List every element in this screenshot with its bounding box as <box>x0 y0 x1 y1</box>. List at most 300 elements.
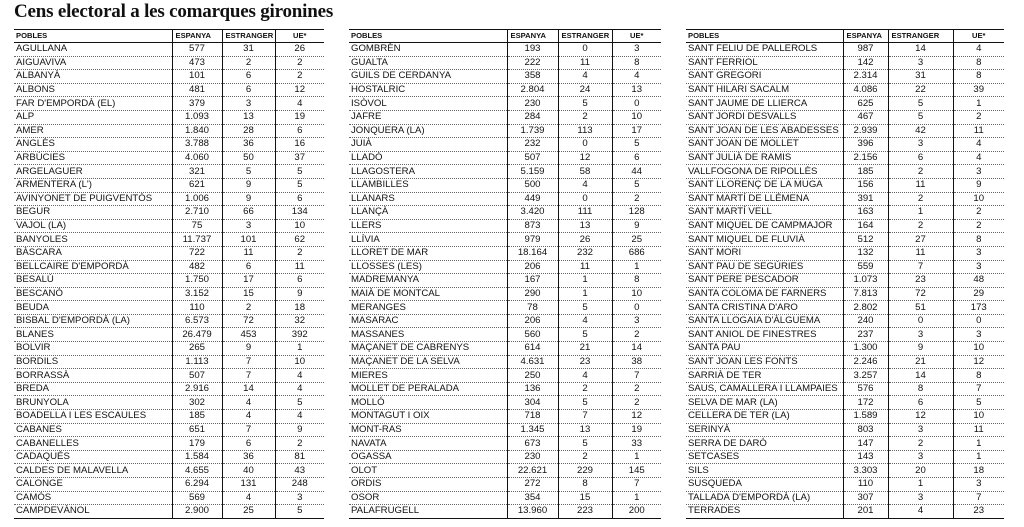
cell-estranger: 9 <box>888 342 953 356</box>
header-pobles: POBLES <box>349 30 507 43</box>
cell-poble: SANT PAU DE SEGÚRIES <box>686 260 843 274</box>
cell-poble: MADREMANYA <box>349 274 507 288</box>
cell-estranger: 3 <box>888 450 953 464</box>
cell-ue: 19 <box>275 110 324 124</box>
cell-ue: 3 <box>275 491 324 505</box>
cell-ue: 8 <box>953 369 1004 383</box>
cell-estranger: 1 <box>888 478 953 492</box>
cell-ue: 43 <box>275 464 324 478</box>
cell-ue: 18 <box>275 301 324 315</box>
cell-ue: 3 <box>953 328 1004 342</box>
cell-ue: 16 <box>275 138 324 152</box>
header-estranger: ESTRANGER <box>558 30 612 43</box>
table-row <box>349 478 661 492</box>
cell-espanya: 304 <box>507 396 558 410</box>
cell-espanya: 651 <box>172 423 222 437</box>
cell-espanya: 302 <box>172 396 222 410</box>
table-row <box>349 178 661 192</box>
cell-estranger: 13 <box>222 110 275 124</box>
cell-poble: BLANES <box>14 328 172 342</box>
cell-estranger: 0 <box>558 138 612 152</box>
cell-poble: CABANES <box>14 423 172 437</box>
cell-poble: BEUDA <box>14 301 172 315</box>
header-espanya: ESPANYA <box>843 30 888 43</box>
cell-poble: BÀSCARA <box>14 246 172 260</box>
cell-estranger: 8 <box>558 478 612 492</box>
cell-poble: SANT JOAN DE LES ABADESSES <box>686 124 843 138</box>
header-pobles: POBLES <box>14 30 172 43</box>
cell-espanya: 449 <box>507 192 558 206</box>
cell-poble: MOLLET DE PERALADA <box>349 382 507 396</box>
cell-estranger: 3 <box>888 328 953 342</box>
cell-estranger: 23 <box>558 355 612 369</box>
cell-ue: 200 <box>612 505 661 519</box>
cell-estranger: 14 <box>222 382 275 396</box>
cell-espanya: 7.813 <box>843 287 888 301</box>
cell-estranger: 2 <box>558 382 612 396</box>
cell-espanya: 507 <box>172 369 222 383</box>
cell-estranger: 42 <box>888 124 953 138</box>
cell-estranger: 3 <box>888 491 953 505</box>
cell-poble: SANT JORDI DESVALLS <box>686 110 843 124</box>
cell-espanya: 101 <box>172 70 222 84</box>
table-row <box>349 355 661 369</box>
cell-espanya: 2.710 <box>172 206 222 220</box>
table-panel-3 <box>686 29 1004 519</box>
table-row <box>349 110 661 124</box>
cell-poble: SAUS, CAMALLERA I LLAMPAIES <box>686 382 843 396</box>
table-row <box>349 192 661 206</box>
cell-espanya: 1.750 <box>172 274 222 288</box>
cell-poble: OLOT <box>349 464 507 478</box>
cell-estranger: 2 <box>888 165 953 179</box>
cell-ue: 1 <box>612 491 661 505</box>
cell-ue: 2 <box>275 246 324 260</box>
table-row <box>14 219 324 233</box>
cell-poble: LLANÇÀ <box>349 206 507 220</box>
cell-estranger: 40 <box>222 464 275 478</box>
table-row <box>686 246 1004 260</box>
table-row <box>349 56 661 70</box>
cell-espanya: 2.804 <box>507 83 558 97</box>
cell-espanya: 358 <box>507 70 558 84</box>
cell-estranger: 101 <box>222 233 275 247</box>
table-row <box>349 83 661 97</box>
cell-estranger: 6 <box>888 151 953 165</box>
cell-ue: 23 <box>953 505 1004 519</box>
cell-espanya: 873 <box>507 219 558 233</box>
cell-estranger: 5 <box>558 396 612 410</box>
table-row <box>14 505 324 519</box>
table-row <box>14 437 324 451</box>
cell-poble: MASSANES <box>349 328 507 342</box>
table-row <box>686 83 1004 97</box>
cell-estranger: 131 <box>222 478 275 492</box>
cell-estranger: 17 <box>222 274 275 288</box>
cell-poble: SANT LLORENÇ DE LA MUGA <box>686 178 843 192</box>
cell-ue: 9 <box>953 178 1004 192</box>
cell-estranger: 36 <box>222 450 275 464</box>
cell-ue: 29 <box>953 287 1004 301</box>
table-row <box>14 328 324 342</box>
cell-ue: 48 <box>953 274 1004 288</box>
cell-estranger: 11 <box>888 246 953 260</box>
cell-espanya: 4.655 <box>172 464 222 478</box>
cell-ue: 2 <box>612 396 661 410</box>
cell-espanya: 354 <box>507 491 558 505</box>
cell-poble: ALBANYÀ <box>14 70 172 84</box>
cell-poble: LLÍVIA <box>349 233 507 247</box>
cell-espanya: 1.093 <box>172 110 222 124</box>
cell-espanya: 222 <box>507 56 558 70</box>
cell-poble: BRUNYOLA <box>14 396 172 410</box>
cell-poble: SANT ANIOL DE FINESTRES <box>686 328 843 342</box>
table-row <box>349 206 661 220</box>
table-row <box>686 260 1004 274</box>
cell-espanya: 722 <box>172 246 222 260</box>
cell-estranger: 4 <box>558 369 612 383</box>
cell-poble: BORDILS <box>14 355 172 369</box>
cell-estranger: 5 <box>558 328 612 342</box>
cell-ue: 10 <box>612 287 661 301</box>
cell-ue: 128 <box>612 206 661 220</box>
cell-poble: SANT FERRIOL <box>686 56 843 70</box>
table-row <box>686 287 1004 301</box>
cell-ue: 6 <box>275 274 324 288</box>
cell-espanya: 1.584 <box>172 450 222 464</box>
cell-espanya: 2.916 <box>172 382 222 396</box>
cell-ue: 12 <box>612 410 661 424</box>
cell-espanya: 1.345 <box>507 423 558 437</box>
cell-poble: AIGUAVIVA <box>14 56 172 70</box>
cell-poble: TERRADES <box>686 505 843 519</box>
cell-estranger: 1 <box>888 206 953 220</box>
table-row <box>686 505 1004 519</box>
cell-ue: 1 <box>953 450 1004 464</box>
table-row <box>686 314 1004 328</box>
cell-espanya: 2.939 <box>843 124 888 138</box>
cell-ue: 2 <box>275 437 324 451</box>
cell-poble: SANT HILARI SACALM <box>686 83 843 97</box>
table-row <box>349 450 661 464</box>
cell-estranger: 2 <box>222 56 275 70</box>
cell-poble: SANTA COLOMA DE FARNERS <box>686 287 843 301</box>
table-row <box>686 165 1004 179</box>
cell-poble: GOMBRÈN <box>349 43 507 57</box>
table-row <box>686 369 1004 383</box>
cell-espanya: 379 <box>172 97 222 111</box>
cell-espanya: 4.060 <box>172 151 222 165</box>
cell-poble: CAMÓS <box>14 491 172 505</box>
table-row <box>686 110 1004 124</box>
cell-estranger: 13 <box>558 219 612 233</box>
table-row <box>14 56 324 70</box>
cell-estranger: 9 <box>222 178 275 192</box>
cell-espanya: 4.631 <box>507 355 558 369</box>
table-row <box>686 355 1004 369</box>
cell-ue: 11 <box>953 124 1004 138</box>
table-row <box>14 260 324 274</box>
cell-ue: 392 <box>275 328 324 342</box>
cell-espanya: 1.006 <box>172 192 222 206</box>
table-row <box>349 437 661 451</box>
table-row <box>349 233 661 247</box>
cell-estranger: 223 <box>558 505 612 519</box>
cell-ue: 2 <box>275 56 324 70</box>
cell-poble: SANT JULIÀ DE RAMIS <box>686 151 843 165</box>
cell-ue: 10 <box>612 110 661 124</box>
cell-espanya: 2.802 <box>843 301 888 315</box>
cell-espanya: 321 <box>172 165 222 179</box>
cell-poble: SANT JOAN LES FONTS <box>686 355 843 369</box>
cell-espanya: 240 <box>843 314 888 328</box>
cell-poble: BEGUR <box>14 206 172 220</box>
table-row <box>14 97 324 111</box>
cell-estranger: 7 <box>222 355 275 369</box>
cell-ue: 7 <box>612 369 661 383</box>
header-ue: UE* <box>612 30 661 43</box>
cell-espanya: 560 <box>507 328 558 342</box>
cell-estranger: 4 <box>558 178 612 192</box>
table-row <box>349 124 661 138</box>
cell-espanya: 6.573 <box>172 314 222 328</box>
table-panel-2 <box>349 29 661 519</box>
table-row <box>14 206 324 220</box>
cell-ue: 2 <box>612 382 661 396</box>
cell-espanya: 577 <box>172 43 222 57</box>
cell-ue: 145 <box>612 464 661 478</box>
cell-estranger: 14 <box>888 369 953 383</box>
table-row <box>349 274 661 288</box>
cell-ue: 5 <box>612 178 661 192</box>
cell-ue: 5 <box>275 396 324 410</box>
cell-espanya: 167 <box>507 274 558 288</box>
cell-poble: ANGLÈS <box>14 138 172 152</box>
cell-poble: MONT-RAS <box>349 423 507 437</box>
cell-ue: 5 <box>275 165 324 179</box>
table-row <box>349 369 661 383</box>
table-row <box>349 301 661 315</box>
cell-poble: MAIÀ DE MONTCAL <box>349 287 507 301</box>
cell-poble: SANTA LLOGAIA D'ÀLGUEMA <box>686 314 843 328</box>
cell-poble: SILS <box>686 464 843 478</box>
cell-ue: 4 <box>275 97 324 111</box>
header-estranger: ESTRANGER <box>888 30 953 43</box>
cell-poble: BANYOLES <box>14 233 172 247</box>
cell-ue: 3 <box>953 246 1004 260</box>
cell-espanya: 1.739 <box>507 124 558 138</box>
table-body <box>349 43 661 519</box>
cell-poble: SERRA DE DARÓ <box>686 437 843 451</box>
cell-estranger: 2 <box>558 450 612 464</box>
cell-estranger: 0 <box>888 314 953 328</box>
table-row <box>686 206 1004 220</box>
cell-ue: 0 <box>612 97 661 111</box>
table-row <box>349 97 661 111</box>
table-row <box>686 56 1004 70</box>
table-panel-1 <box>14 29 324 519</box>
page-title: Cens electoral a les comarques gironines <box>14 1 334 22</box>
cell-poble: VAJOL (LA) <box>14 219 172 233</box>
table-row <box>686 396 1004 410</box>
cell-estranger: 21 <box>888 355 953 369</box>
cell-ue: 62 <box>275 233 324 247</box>
cell-poble: SERINYÀ <box>686 423 843 437</box>
table-row <box>686 423 1004 437</box>
cell-estranger: 2 <box>888 192 953 206</box>
cell-estranger: 72 <box>888 287 953 301</box>
table-row <box>349 491 661 505</box>
header-ue: UE* <box>953 30 1004 43</box>
cell-espanya: 481 <box>172 83 222 97</box>
cell-espanya: 987 <box>843 43 888 57</box>
cell-estranger: 24 <box>558 83 612 97</box>
cell-poble: MOLLÓ <box>349 396 507 410</box>
cell-poble: SANT FELIU DE PALLEROLS <box>686 43 843 57</box>
table-row <box>14 192 324 206</box>
cell-poble: ORDIS <box>349 478 507 492</box>
cell-estranger: 20 <box>888 464 953 478</box>
table-row <box>686 301 1004 315</box>
table-row <box>349 464 661 478</box>
cell-ue: 6 <box>275 192 324 206</box>
cell-poble: CABANELLES <box>14 437 172 451</box>
table-row <box>14 382 324 396</box>
cell-poble: SANT MIQUEL DE FLUVIÀ <box>686 233 843 247</box>
cell-estranger: 27 <box>888 233 953 247</box>
cell-ue: 19 <box>612 423 661 437</box>
cell-poble: BOLVIR <box>14 342 172 356</box>
cell-ue: 8 <box>612 56 661 70</box>
cell-estranger: 66 <box>222 206 275 220</box>
cell-espanya: 179 <box>172 437 222 451</box>
cell-espanya: 5.159 <box>507 165 558 179</box>
cell-ue: 4 <box>953 151 1004 165</box>
table-row <box>14 178 324 192</box>
cell-ue: 3 <box>612 43 661 57</box>
header-pobles: POBLES <box>686 30 843 43</box>
cell-poble: JUIÀ <box>349 138 507 152</box>
cell-poble: SANT JAUME DE LLIERCA <box>686 97 843 111</box>
table-row <box>349 219 661 233</box>
cell-poble: LLOSSES (LES) <box>349 260 507 274</box>
cell-ue: 81 <box>275 450 324 464</box>
cell-espanya: 673 <box>507 437 558 451</box>
cell-poble: SANT JOAN DE MOLLET <box>686 138 843 152</box>
cell-poble: SELVA DE MAR (LA) <box>686 396 843 410</box>
cell-espanya: 3.788 <box>172 138 222 152</box>
table-row <box>686 192 1004 206</box>
table-row <box>14 423 324 437</box>
cell-estranger: 453 <box>222 328 275 342</box>
cell-espanya: 625 <box>843 97 888 111</box>
cell-poble: MONTAGUT I OIX <box>349 410 507 424</box>
cell-poble: JONQUERA (LA) <box>349 124 507 138</box>
cell-ue: 1 <box>275 342 324 356</box>
cell-estranger: 58 <box>558 165 612 179</box>
cell-espanya: 467 <box>843 110 888 124</box>
cell-estranger: 4 <box>558 70 612 84</box>
cell-estranger: 11 <box>558 56 612 70</box>
table-row <box>14 287 324 301</box>
cell-estranger: 111 <box>558 206 612 220</box>
table-row <box>686 151 1004 165</box>
table-row <box>686 437 1004 451</box>
cell-ue: 1 <box>612 450 661 464</box>
table-row <box>686 342 1004 356</box>
cell-espanya: 164 <box>843 219 888 233</box>
table-body <box>14 43 324 519</box>
table-row <box>14 124 324 138</box>
table-row <box>349 314 661 328</box>
table-row <box>349 70 661 84</box>
cell-ue: 12 <box>275 83 324 97</box>
table-row <box>686 478 1004 492</box>
cell-estranger: 2 <box>222 301 275 315</box>
cell-espanya: 232 <box>507 138 558 152</box>
cell-ue: 37 <box>275 151 324 165</box>
table-row <box>686 450 1004 464</box>
cell-estranger: 232 <box>558 246 612 260</box>
cell-poble: ISÒVOL <box>349 97 507 111</box>
cell-poble: MASARAC <box>349 314 507 328</box>
cell-poble: GUALTA <box>349 56 507 70</box>
cell-espanya: 78 <box>507 301 558 315</box>
table-row <box>686 219 1004 233</box>
table-row <box>14 355 324 369</box>
census-table-2 <box>349 29 661 519</box>
cell-poble: SANT MARTÍ DE LLÉMENA <box>686 192 843 206</box>
cell-poble: JAFRE <box>349 110 507 124</box>
cell-estranger: 72 <box>222 314 275 328</box>
cell-ue: 4 <box>275 382 324 396</box>
cell-espanya: 512 <box>843 233 888 247</box>
cell-espanya: 621 <box>172 178 222 192</box>
cell-espanya: 290 <box>507 287 558 301</box>
table-row <box>686 97 1004 111</box>
table-row <box>349 505 661 519</box>
cell-espanya: 110 <box>172 301 222 315</box>
table-row <box>14 138 324 152</box>
cell-ue: 248 <box>275 478 324 492</box>
cell-estranger: 6 <box>222 260 275 274</box>
cell-espanya: 163 <box>843 206 888 220</box>
cell-ue: 2 <box>275 70 324 84</box>
table-row <box>349 138 661 152</box>
cell-poble: PALAFRUGELL <box>349 505 507 519</box>
cell-estranger: 22 <box>888 83 953 97</box>
cell-espanya: 6.294 <box>172 478 222 492</box>
cell-poble: BREDA <box>14 382 172 396</box>
cell-estranger: 2 <box>888 437 953 451</box>
header-espanya: ESPANYA <box>507 30 558 43</box>
cell-espanya: 979 <box>507 233 558 247</box>
cell-espanya: 576 <box>843 382 888 396</box>
cell-espanya: 1.589 <box>843 410 888 424</box>
cell-poble: LLADÓ <box>349 151 507 165</box>
table-row <box>14 110 324 124</box>
table-row <box>14 301 324 315</box>
cell-ue: 2 <box>953 206 1004 220</box>
cell-poble: AMER <box>14 124 172 138</box>
cell-ue: 0 <box>953 314 1004 328</box>
cell-espanya: 1.300 <box>843 342 888 356</box>
cell-espanya: 284 <box>507 110 558 124</box>
cell-estranger: 0 <box>558 192 612 206</box>
cell-poble: MERANGES <box>349 301 507 315</box>
cell-estranger: 7 <box>222 369 275 383</box>
cell-poble: TALLADA D'EMPORDÀ (LA) <box>686 491 843 505</box>
